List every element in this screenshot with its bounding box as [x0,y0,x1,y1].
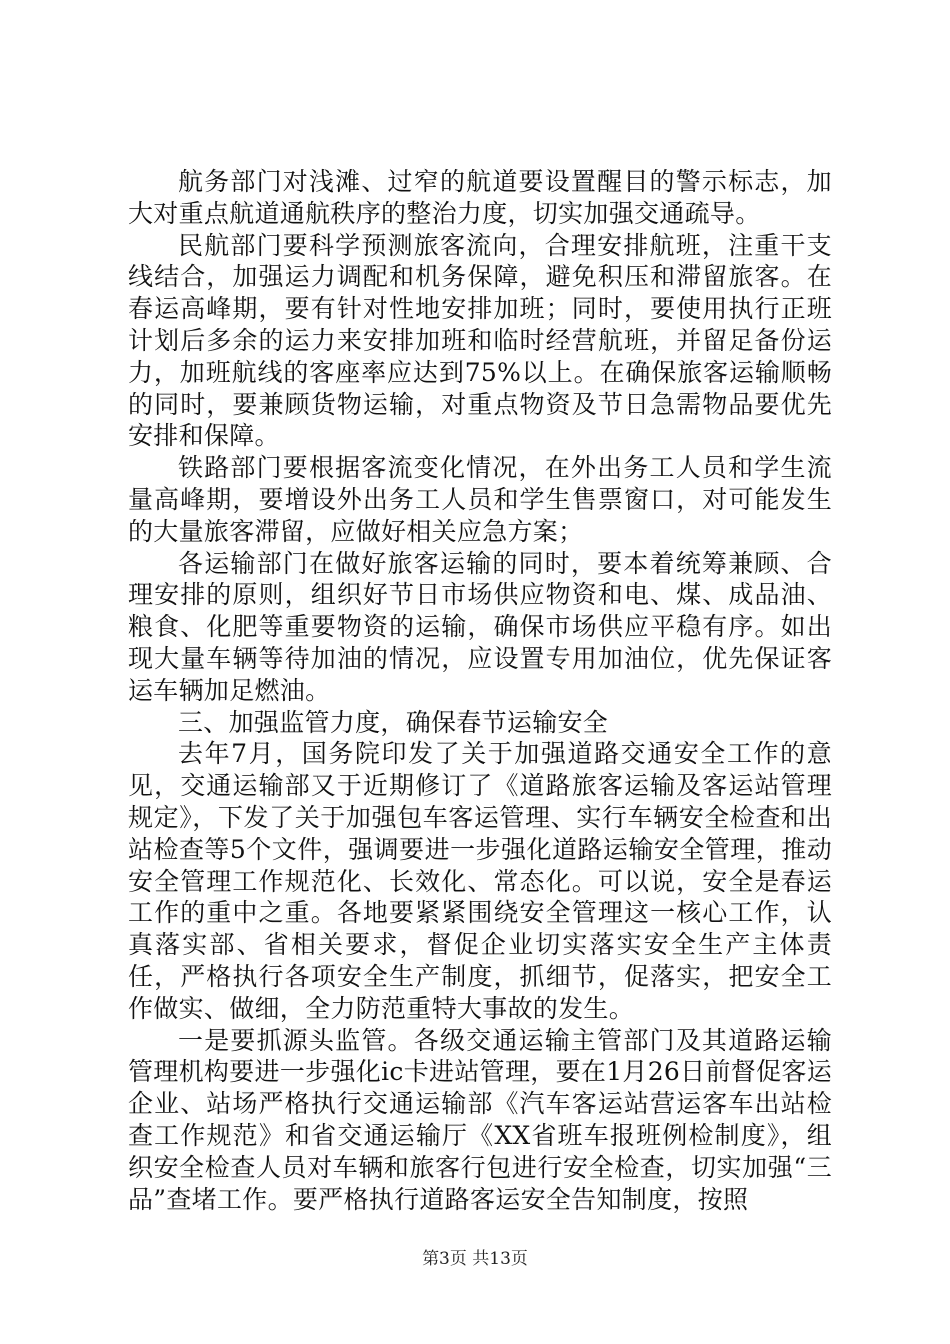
paragraph-railway: 铁路部门要根据客流变化情况，在外出务工人员和学生流量高峰期，要增设外出务工人员和学生售票窗口，对可能发生的大量旅客滞留，应做好相关应急方案； [128,453,832,546]
paragraph-civil-aviation: 民航部门要科学预测旅客流向，合理安排航班，注重干支线结合，加强运力调配和机务保障，避免积压和滞留旅客。在春运高峰期，要有针对性地安排加班；同时，要使用执行正班计划后多余的运力来安排加班和临时经营航班，并留足备份运力，加班航线的客座率应达到75%以上。在确保旅客运输顺畅的同时，要兼顾货物运输，对重点物资及节日急需物品要优先安排和保障。 [128,230,832,451]
paragraph-safety-policy: 去年7月，国务院印发了关于加强道路交通安全工作的意见，交通运输部又于近期修订了《道路旅客运输及客运站管理规定》，下发了关于加强包车客运管理、实行车辆安全检查和出站检查等5个文件，强调要进一步强化道路运输安全管理，推动安全管理工作规范化、长效化、常态化。可以说，安全是春运工作的重中之重。各地要紧紧围绕安全管理这一核心工作，认真落实部、省相关要求，督促企业切实落实安全生产主体责任，严格执行各项安全生产制度，抓细节，促落实，把安全工作做实、做细，全力防范重特大事故的发生。 [128,739,832,1023]
paragraph-transport-departments: 各运输部门在做好旅客运输的同时，要本着统筹兼顾、合理安排的原则，组织好节日市场供应物资和电、煤、成品油、粮食、化肥等重要物资的运输，确保市场供应平稳有序。如出现大量车辆等待加油的情况，应设置专用加油位，优先保证客运车辆加足燃油。 [128,548,832,705]
paragraph-waterway: 航务部门对浅滩、过窄的航道要设置醒目的警示标志，加大对重点航道通航秩序的整治力度，切实加强交通疏导。 [128,167,832,228]
document-body [128,166,832,1215]
section-heading-supervision: 三、加强监管力度，确保春节运输安全 [178,707,609,737]
page-footer: 第3页 共13页 [422,1249,528,1269]
paragraph-source-supervision: 一是要抓源头监管。各级交通运输主管部门及其道路运输管理机构要进一步强化ic卡进站管理，要在1月26日前督促客运企业、站场严格执行交通运输部《汽车客运站营运客车出站检查工作规范》和省交通运输厅《XX省班车报班例检制度》，组织安全检查人员对车辆和旅客行包进行安全检查，切实加强“三品”查堵工作。要严格执行道路客运安全告知制度，按照 [128,1025,832,1214]
